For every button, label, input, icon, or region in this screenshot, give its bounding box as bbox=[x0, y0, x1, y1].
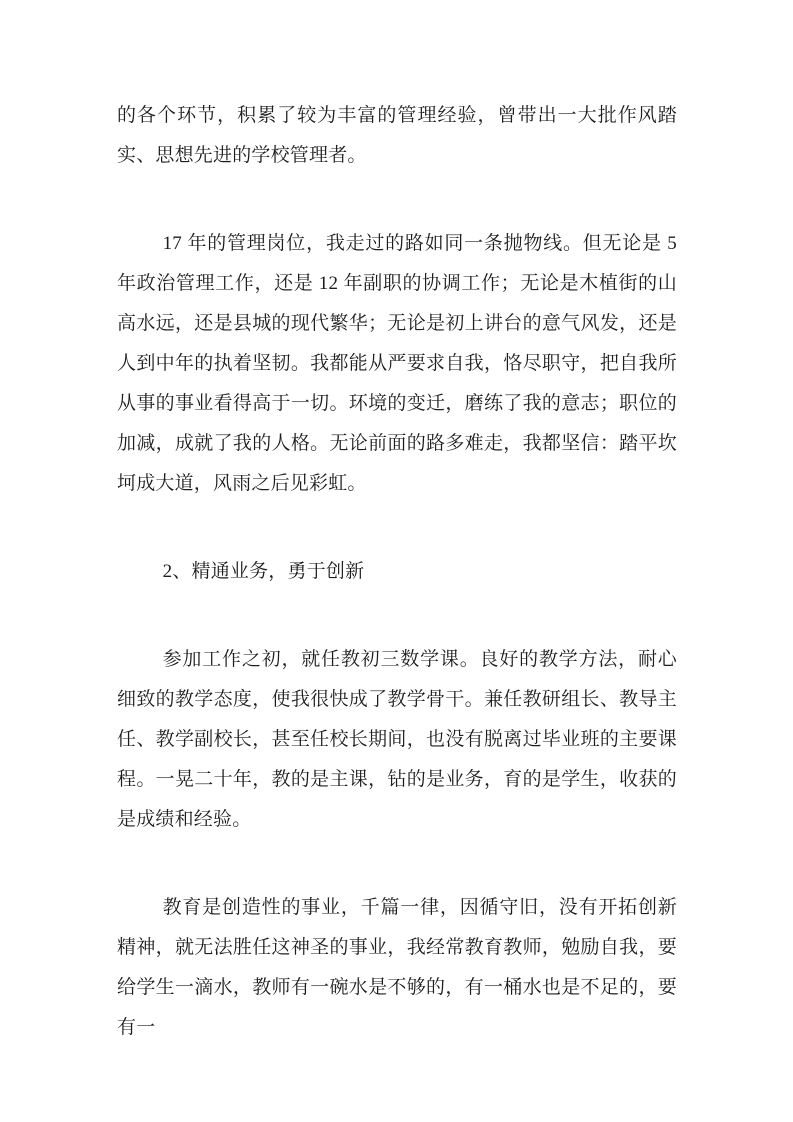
paragraph-education-creativity: 教育是创造性的事业，千篇一律，因循守旧，没有开拓创新精神，就无法胜任这神圣的事业，我经常教育教师，勉励自我，要给学生一滴水，教师有一碗水是不够的，有一桶水也是不足的，要有一 bbox=[117, 897, 677, 1038]
paragraph-management-career: 17 年的管理岗位，我走过的路如同一条抛物线。但无论是 5 年政治管理工作，还是 12 年副职的协调工作；无论是木植街的山高水远，还是县城的现代繁华；无论是初上讲台的意气风发，还是人到中年的执着坚韧。我都能从严要求自我，恪尽职守，把自我所从事的事业看得高于一切。环境的变迁，磨练了我的意志；职位的加减，成就了我的人格。无论前面的路多难走，我都坚信：踏平坎坷成大道，风雨之后见彩虹。 bbox=[117, 233, 677, 494]
section-heading: 2、精通业务，勇于创新 bbox=[162, 561, 365, 582]
paragraph-continuation: 的各个环节，积累了较为丰富的管理经验，曾带出一大批作风踏实、思想先进的学校管理者。 bbox=[117, 105, 677, 166]
paragraph-teaching-experience: 参加工作之初，就任教初三数学课。良好的教学方法，耐心细致的教学态度，使我很快成了教学骨干。兼任教研组长、教导主任、教学副校长，甚至任校长期间，也没有脱离过毕业班的主要课程。一晃二十年，教的是主课，钻的是业务，育的是学生，收获的是成绩和经验。 bbox=[117, 649, 677, 830]
